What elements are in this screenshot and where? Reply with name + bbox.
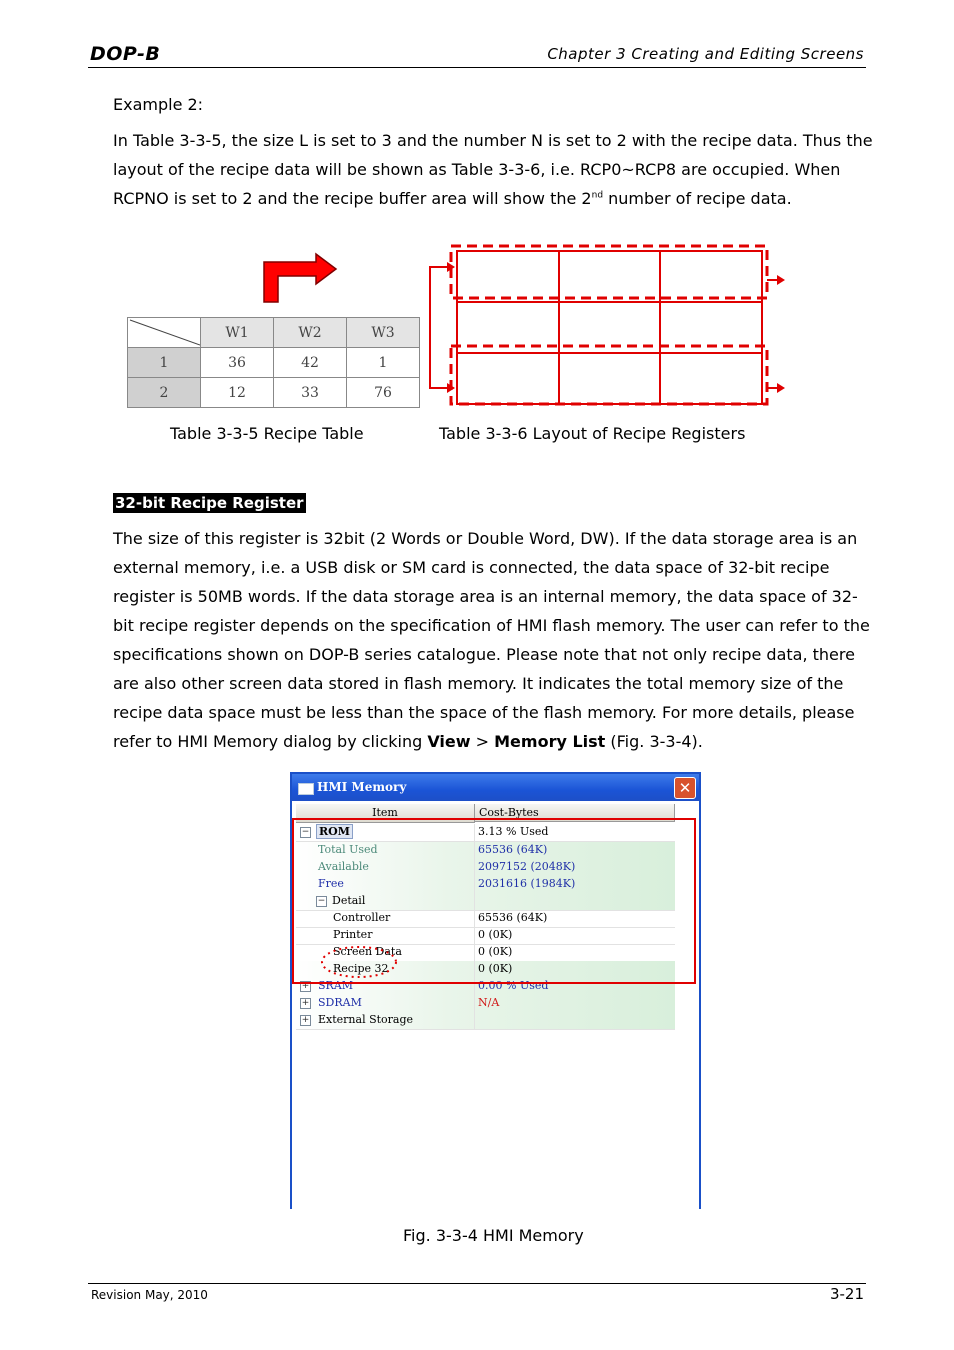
example-label: Example 2: (113, 95, 204, 114)
row-cost-value: 0 (0K) (478, 962, 513, 975)
column-header: W3 (347, 318, 420, 348)
row-cost-value: 65536 (64K) (478, 911, 548, 924)
row-header: 2 (128, 378, 201, 408)
dialog-title: HMI Memory (317, 780, 407, 794)
tree-row-sdram[interactable] (296, 995, 675, 1013)
window-icon (298, 783, 314, 795)
row-item-label: SRAM (318, 979, 354, 992)
row-cost-value: 0 (0K) (478, 928, 513, 941)
row-cost-value: 3.13 % Used (478, 825, 549, 838)
menu-separator: > (470, 732, 495, 751)
ordinal-suffix: nd (591, 190, 604, 201)
table-cell: 76 (347, 378, 420, 408)
table-cell: 36 (201, 348, 274, 378)
row-item-label: Available (318, 860, 369, 873)
row-cost-value: 65536 (64K) (478, 843, 548, 856)
layout-caption: Table 3-3-6 Layout of Recipe Registers (439, 424, 746, 443)
revision-date: Revision May, 2010 (91, 1288, 208, 1302)
page-number: 3-21 (829, 1285, 864, 1303)
recipe-table (127, 317, 420, 408)
menu-view-ref: View (427, 732, 471, 751)
table-cell: 42 (274, 348, 347, 378)
row-cost-value: 0.00 % Used (478, 979, 549, 992)
recipe-table-caption: Table 3-3-5 Recipe Table (170, 424, 364, 443)
row-item-label: SDRAM (318, 996, 362, 1009)
footer-rule (88, 1283, 866, 1284)
table-cell: 12 (201, 378, 274, 408)
collapse-icon[interactable]: − (301, 827, 310, 837)
red-arrow-icon (262, 252, 342, 304)
table-row (128, 348, 420, 378)
collapse-icon[interactable]: − (317, 896, 326, 906)
table-cell: 33 (274, 378, 347, 408)
row-header: 1 (128, 348, 201, 378)
section-text: The size of this register is 32bit (2 Words or Double Word, DW). If the data storage area is an external memory, i.e. a USB disk or SM card is connected, the data space of 32-bit recipe register is 50MB words. If the data storage area is an internal memory, the data space of 32-bit recipe register depends on the specification of HMI flash memory. The user can refer to the specifications shown on DOP-B series catalogue. Please note that not only recipe data, there are also other screen data stored in flash memory. It indicates the total memory size of the recipe data space must be less than the space of the flash memory. For more details, please refer to HMI Memory dialog by clicking (113, 529, 870, 751)
dialog-titlebar[interactable] (292, 774, 699, 801)
header-rule (88, 67, 866, 68)
expand-icon[interactable]: + (301, 981, 310, 991)
section-heading: 32-bit Recipe Register (115, 494, 304, 512)
menu-memory-list-ref: Memory List (494, 732, 606, 751)
register-layout-diagram (425, 240, 790, 412)
table-row (128, 378, 420, 408)
row-item-label: External Storage (318, 1013, 414, 1026)
column-header-cost[interactable]: Cost-Bytes (475, 804, 675, 822)
row-item-label: Screen Data (333, 945, 402, 958)
expand-icon[interactable]: + (301, 1015, 310, 1025)
column-header: W2 (274, 318, 347, 348)
table-cell: 1 (347, 348, 420, 378)
row-item-label: Recipe 32 (333, 962, 389, 975)
section-paragraph (113, 524, 873, 756)
column-header-item[interactable]: Item (296, 804, 475, 823)
figure-caption: Fig. 3-3-4 HMI Memory (403, 1226, 584, 1245)
row-cost-value: 2031616 (1984K) (478, 877, 576, 890)
expand-icon[interactable]: + (301, 998, 310, 1008)
table-corner (128, 318, 201, 348)
recipe-highlight-ellipse (318, 942, 400, 982)
dop-b-logo: DOP-B (90, 43, 161, 65)
row-item-label: ROM (316, 824, 353, 839)
row-item-label: Total Used (318, 843, 378, 856)
chapter-title: Chapter 3 Creating and Editing Screens (547, 45, 864, 63)
row-item-label: Detail (332, 894, 366, 907)
row-item-label: Controller (333, 911, 391, 924)
tree-row-external-storage[interactable] (296, 1012, 675, 1030)
row-cost-value: N/A (478, 996, 500, 1009)
close-button[interactable]: ✕ (674, 777, 696, 799)
section-text-end: (Fig. 3-3-4). (605, 732, 703, 751)
hmi-memory-dialog (290, 772, 701, 1209)
row-item-label: Printer (333, 928, 373, 941)
example-paragraph (113, 126, 873, 213)
example-text-1: In Table 3-3-5, the size L is set to 3 and the number N is set to 2 with the recipe data. Thus the layout of the recipe data will be shown as Table 3-3-6, i.e. RCP0~RCP8 are occupied. When RCPNO is set to 2 and the recipe buffer area will show the 2 (113, 131, 873, 208)
column-header: W1 (201, 318, 274, 348)
row-cost-value: 2097152 (2048K) (478, 860, 576, 873)
row-item-label: Free (318, 877, 344, 890)
row-cost-value: 0 (0K) (478, 945, 513, 958)
example-text-2: number of recipe data. (603, 189, 792, 208)
